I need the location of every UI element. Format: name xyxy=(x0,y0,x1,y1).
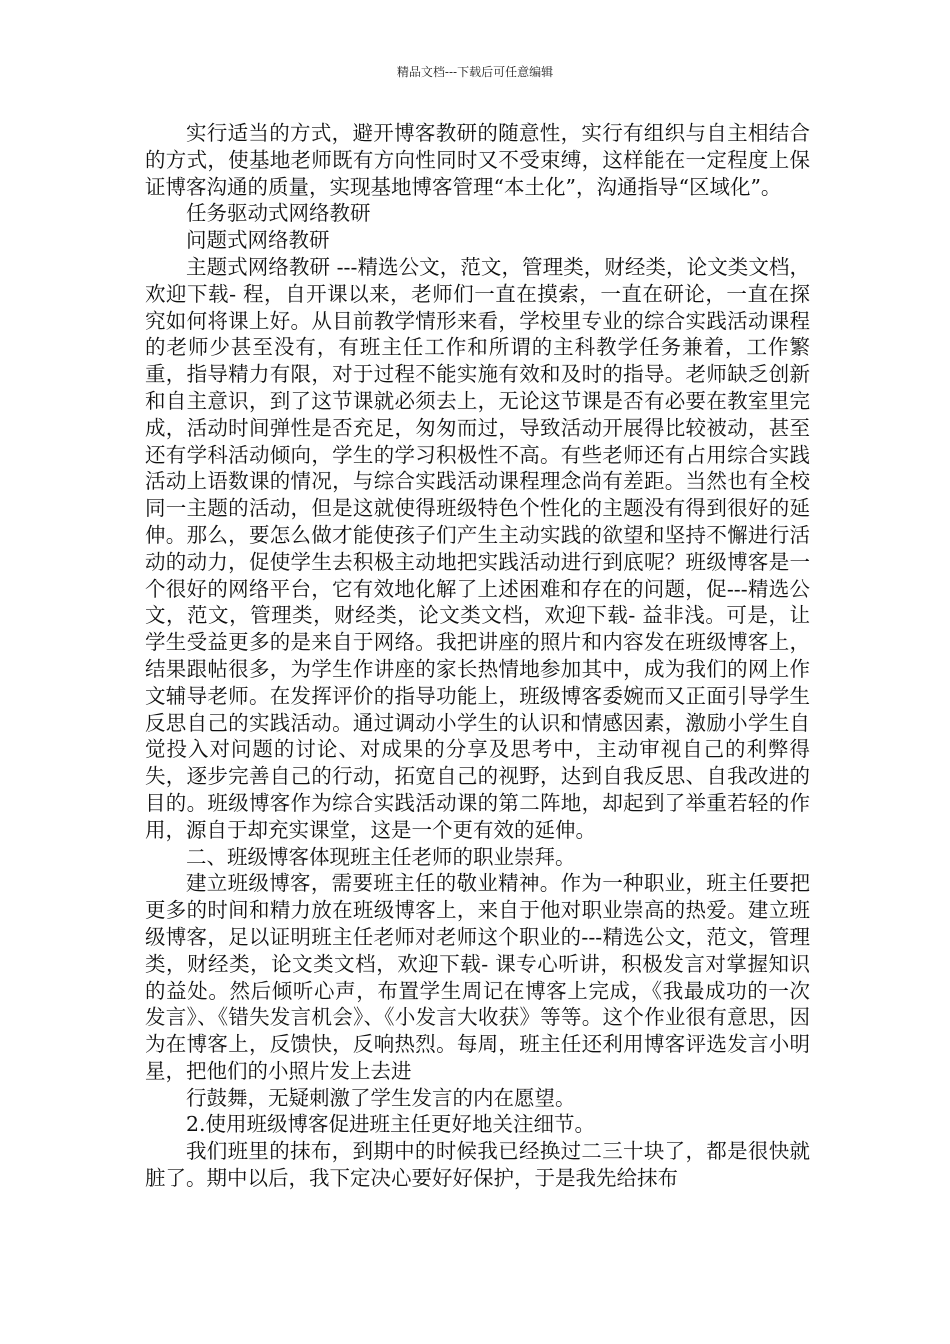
paragraph-encouragement: 行鼓舞，无疑刺激了学生发言的内在愿望。 xyxy=(186,1085,576,1110)
paragraph-problem-based: 问题式网络教研 xyxy=(186,228,330,253)
section-heading-two: 二、班级博客体现班主任老师的职业崇拜。 xyxy=(186,844,576,869)
paragraph-intro: 实行适当的方式，避开博客教研的随意性，实行有组织与自主相结合的方式，使基地老师既有方向性同时又不受束缚，这样能在一定程度上保证博客沟通的质量，实现基地博客管理“本土化”，沟通指导“区域化”。 xyxy=(145,121,810,199)
paragraph-theme-based: 主题式网络教研 ---精选公文，范文，管理类，财经类，论文类文档，欢迎下载- 程，自开课以来，老师们一直在摸索，一直在研论，一直在探究如何将课上好。从目前教学情形来看，学校里专业的综合实践活动课程的老师少甚至没有，有班主任工作和所谓的主科教学任务兼着，工作繁重，指导精力有限，对于过程不能实施有效和及时的指导。老师缺乏创新和自主意识，到了这节课就必须去上，无论这节课是否有必要在教室里完成，活动时间弹性是否充足，匆匆而过，导致活动开展得比较被动，甚至还有学科活动倾向，学生的学习积极性不高。有些老师还有占用综合实践活动上语数课的情况，与综合实践活动课程理念尚有差距。当然也有全校同一主题的活动，但是这就使得班级特色个性化的主题没有得到很好的延伸。那么，要怎么做才能使孩子们产生主动实践的欲望和坚持不懈进行活动的动力，促使学生去积极主动地把实践活动进行到底呢？班级博客是一个很好的网络平台，它有效地化解了上述困难和存在的问题，促---精选公文，范文，管理类，财经类，论文类文档，欢迎下载- 益非浅。可是，让学生受益更多的是来自于网络。我把讲座的照片和内容发在班级博客上，结果跟帖很多，为学生作讲座的家长热情地参加其中，成为我们的网上作文辅导老师。在发挥评价的指导功能上，班级博客委婉而又正面引导学生反思自己的实践活动。通过调动小学生的认识和情感因素，激励小学生自觉投入对问题的讨论、对成果的分享及思考中，主动审视自己的利弊得失，逐步完善自己的行动，拓宽自己的视野，达到自我反思、自我改进的目的。班级博客作为综合实践活动课的第二阵地，却起到了举重若轻的作用，源自于却充实课堂，这是一个更有效的延伸。 xyxy=(145,254,810,842)
page-header: 精品文档---下载后可任意编辑 xyxy=(396,65,554,79)
paragraph-cloth: 我们班里的抹布，到期中的时候我已经换过二三十块了，都是很快就脏了。期中以后，我下定决心要好好保护，于是我先给抹布 xyxy=(145,1139,810,1191)
subheading-details: 2.使用班级博客促进班主任更好地关注细节。 xyxy=(186,1112,596,1137)
paragraph-class-blog: 建立班级博客，需要班主任的敬业精神。作为一种职业，班主任要把更多的时间和精力放在班级博客上，来自于他对职业崇高的热爱。建立班级博客，足以证明班主任老师对老师这个职业的---精选公文，范文，管理类，财经类，论文类文档，欢迎下载- 课专心听讲，积极发言对掌握知识的益处。然后倾听心声，布置学生周记在博客上完成，《我最成功的一次发言》、《错失发言机会》、《小发言大收获》等等。这个作业很有意思，因为在博客上，反馈快，反响热烈。每周，班主任还利用博客评选发言小明星，把他们的小照片发上去进 xyxy=(145,871,810,1083)
paragraph-task-driven: 任务驱动式网络教研 xyxy=(186,201,371,226)
document-body xyxy=(145,120,810,1192)
